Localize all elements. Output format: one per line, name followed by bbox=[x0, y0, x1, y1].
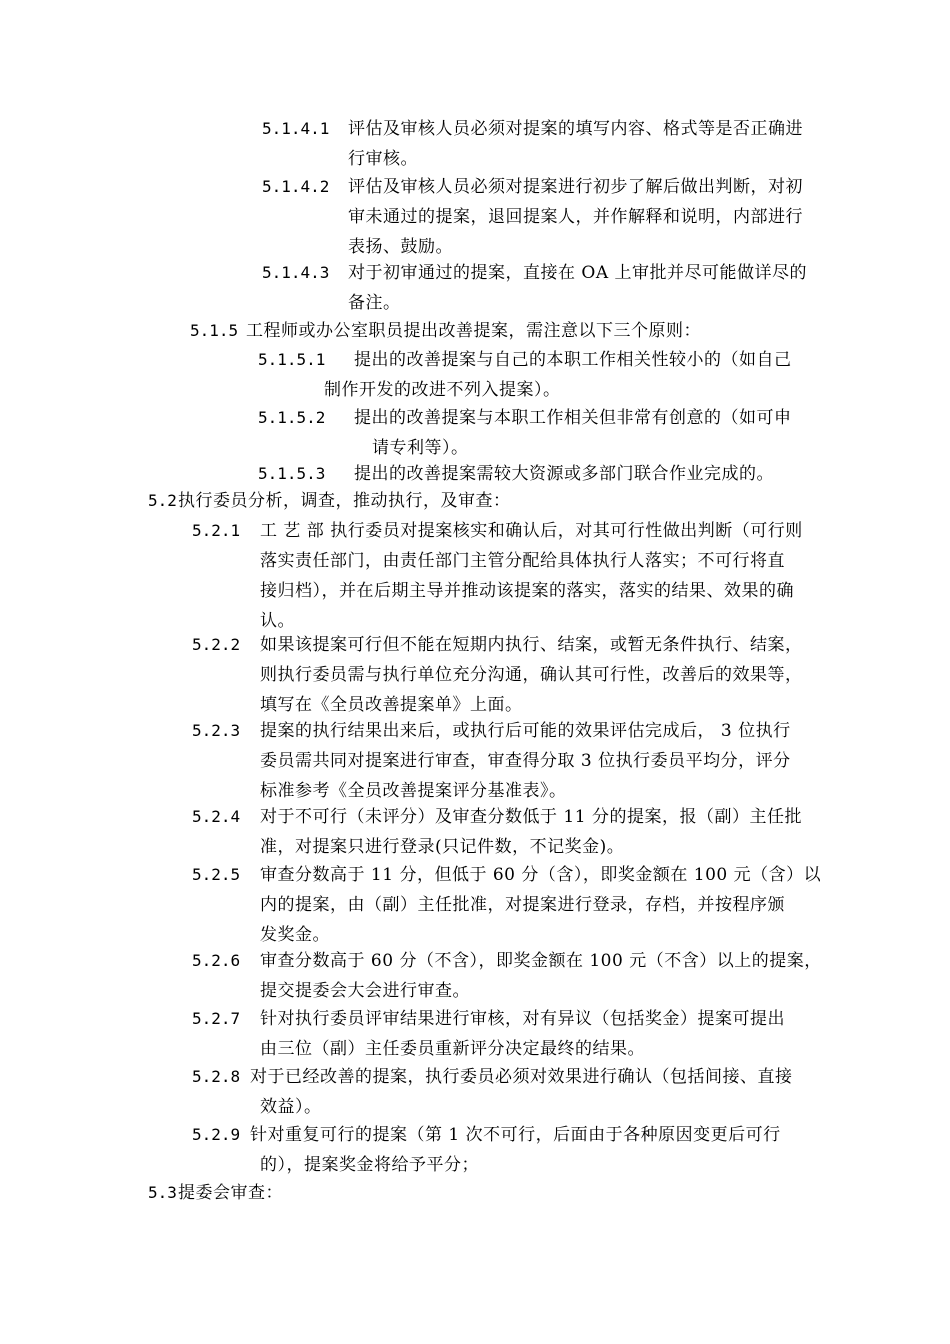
clause-5-2-5 bbox=[192, 860, 850, 950]
clause-text bbox=[260, 716, 850, 806]
text-line: 审查分数高于 60 分（不含），即奖金额在 100 元（不含）以上的提案， bbox=[260, 951, 822, 971]
clause-text bbox=[260, 860, 850, 950]
clause-number: 5.1.5.1 bbox=[258, 350, 326, 369]
clause-number: 5.2.2 bbox=[192, 635, 241, 654]
text-line: 对于初审通过的提案，直接在 OA 上审批并尽可能做详尽的 bbox=[348, 263, 808, 283]
text-line: 审未通过的提案，退回提案人，并作解释和说明，内部进行 bbox=[348, 207, 803, 227]
clause-5-1-5-2 bbox=[258, 403, 844, 463]
clause-number: 5.2.9 bbox=[192, 1125, 241, 1144]
clause-number: 5.2.7 bbox=[192, 1009, 241, 1028]
clause-number: 5.2.3 bbox=[192, 721, 241, 740]
clause-5-1-5-1 bbox=[258, 345, 844, 405]
text-line: 提出的改善提案与本职工作相关但非常有创意的（如可申 bbox=[354, 408, 792, 428]
text-line: 行审核。 bbox=[348, 149, 418, 169]
clause-text bbox=[324, 345, 844, 405]
clause-number: 5.2.4 bbox=[192, 807, 241, 826]
section-5-2-heading bbox=[148, 486, 778, 516]
text-line: 审查分数高于 11 分，但低于 60 分（含），即奖金额在 100 元（含）以 bbox=[260, 865, 822, 885]
clause-5-2-8 bbox=[192, 1062, 850, 1122]
section-number: 5.3 bbox=[148, 1183, 177, 1202]
clause-text bbox=[260, 630, 850, 720]
text-line: 由三位（副）主任委员重新评分决定最终的结果。 bbox=[260, 1039, 645, 1059]
clause-text bbox=[246, 316, 766, 346]
text-line: 则执行委员需与执行单位充分沟通，确认其可行性，改善后的效果等， bbox=[260, 665, 803, 685]
clause-5-2-7 bbox=[192, 1004, 850, 1064]
section-5-3-heading bbox=[148, 1178, 478, 1208]
text-line: 请专利等）。 bbox=[372, 438, 469, 458]
clause-number: 5.2.8 bbox=[192, 1067, 241, 1086]
clause-text bbox=[250, 1120, 850, 1180]
clause-5-2-4 bbox=[192, 802, 850, 862]
clause-number: 5.1.4.2 bbox=[262, 177, 330, 196]
clause-text bbox=[260, 946, 850, 1006]
section-title bbox=[178, 1178, 478, 1208]
clause-5-2-9 bbox=[192, 1120, 850, 1180]
clause-text bbox=[348, 258, 848, 318]
text-line: 如果该提案可行但不能在短期内执行、结案，或暂无条件执行、结案， bbox=[260, 635, 803, 655]
text-line: 评估及审核人员必须对提案进行初步了解后做出判断，对初 bbox=[348, 177, 803, 197]
text-line: 针对重复可行的提案（第 1 次不可行，后面由于各种原因变更后可行 bbox=[250, 1125, 781, 1145]
clause-number: 5.1.5.2 bbox=[258, 408, 326, 427]
clause-number: 5.2.1 bbox=[192, 521, 241, 540]
clause-text bbox=[354, 459, 844, 489]
text-line: 针对执行委员评审结果进行审核，对有异议（包括奖金）提案可提出 bbox=[260, 1009, 785, 1029]
text-line: 填写在《全员改善提案单》上面。 bbox=[260, 695, 523, 715]
text-line: 认。 bbox=[260, 611, 295, 631]
text-line: 准，对提案只进行登录(只记件数，不记奖金)。 bbox=[260, 837, 625, 857]
text-line: 对于已经改善的提案，执行委员必须对效果进行确认（包括间接、直接 bbox=[250, 1067, 793, 1087]
section-number: 5.2 bbox=[148, 491, 177, 510]
clause-5-1-4-3 bbox=[262, 258, 848, 318]
text-line: 提出的改善提案与自己的本职工作相关性较小的（如自己 bbox=[354, 350, 792, 370]
clause-5-1-5-3 bbox=[258, 459, 844, 489]
clause-5-2-1 bbox=[192, 516, 850, 636]
text-line: 委员需共同对提案进行审查，审查得分取 3 位执行委员平均分，评分 bbox=[260, 751, 791, 771]
text-line: 内的提案，由（副）主任批准，对提案进行登录，存档，并按程序颁 bbox=[260, 895, 785, 915]
text-line: 表扬、鼓励。 bbox=[348, 237, 453, 257]
clause-5-2-2 bbox=[192, 630, 850, 720]
clause-text bbox=[260, 516, 850, 636]
clause-5-1-5 bbox=[190, 316, 766, 346]
clause-number: 5.1.4.3 bbox=[262, 263, 330, 282]
clause-text bbox=[348, 172, 848, 262]
clause-text bbox=[250, 1062, 850, 1122]
clause-5-2-6 bbox=[192, 946, 850, 1006]
clause-text bbox=[354, 403, 844, 463]
text-line: 的），提案奖金将给予平分； bbox=[260, 1155, 479, 1175]
clause-text bbox=[260, 802, 850, 862]
clause-number: 5.1.4.1 bbox=[262, 119, 330, 138]
clause-number: 5.1.5 bbox=[190, 321, 239, 340]
text-line: 落实责任部门，由责任部门主管分配给具体执行人落实；不可行将直 bbox=[260, 551, 785, 571]
text-line: 执行委员分析，调查，推动执行，及审查： bbox=[178, 491, 511, 511]
text-line: 提出的改善提案需较大资源或多部门联合作业完成的。 bbox=[354, 464, 774, 484]
text-line: 对于不可行（未评分）及审查分数低于 11 分的提案，报（副）主任批 bbox=[260, 807, 802, 827]
text-line: 备注。 bbox=[348, 293, 401, 313]
clause-number: 5.2.5 bbox=[192, 865, 241, 884]
clause-5-1-4-1 bbox=[262, 114, 848, 174]
text-line: 标准参考《全员改善提案评分基准表》。 bbox=[260, 781, 567, 801]
text-line: 评估及审核人员必须对提案的填写内容、格式等是否正确进 bbox=[348, 119, 803, 139]
clause-5-2-3 bbox=[192, 716, 850, 806]
text-line: 发奖金。 bbox=[260, 925, 330, 945]
clause-number: 5.1.5.3 bbox=[258, 464, 326, 483]
clause-5-1-4-2 bbox=[262, 172, 848, 262]
clause-number: 5.2.6 bbox=[192, 951, 241, 970]
clause-text bbox=[348, 114, 848, 174]
text-line: 工程师或办公室职员提出改善提案，需注意以下三个原则： bbox=[246, 321, 701, 341]
section-title bbox=[178, 486, 778, 516]
text-line: 提案的执行结果出来后，或执行后可能的效果评估完成后， 3 位执行 bbox=[260, 721, 791, 741]
clause-text bbox=[260, 1004, 850, 1064]
text-line: 工 艺 部 执行委员对提案核实和确认后，对其可行性做出判断（可行则 bbox=[260, 521, 803, 541]
text-line: 制作开发的改进不列入提案）。 bbox=[324, 380, 561, 400]
text-line: 提交提委会大会进行审查。 bbox=[260, 981, 470, 1001]
text-line: 提委会审查： bbox=[178, 1183, 283, 1203]
text-line: 接归档），并在后期主导并推动该提案的落实，落实的结果、效果的确 bbox=[260, 581, 794, 601]
text-line: 效益）。 bbox=[260, 1097, 322, 1117]
